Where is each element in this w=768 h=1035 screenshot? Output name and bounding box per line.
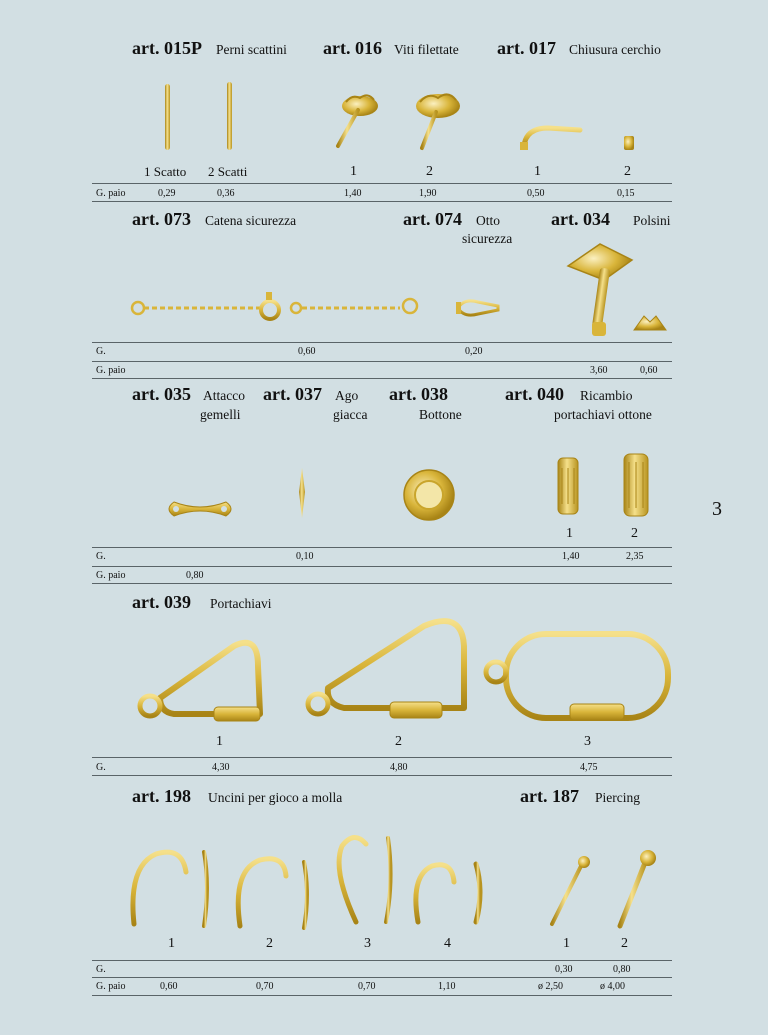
- art-074-desc-2: sicurezza: [462, 231, 513, 246]
- art-017-desc: Chiusura cerchio: [569, 42, 661, 57]
- weight-198-4: 1,10: [438, 981, 456, 992]
- weight-015p-1: 0,29: [158, 188, 176, 199]
- page-number: 3: [712, 498, 722, 520]
- art-040-item-1: 1: [566, 526, 573, 541]
- art-073-desc: Catena sicurezza: [205, 213, 297, 228]
- art-015p-item-2: 2 Scatti: [208, 164, 248, 179]
- art-040-desc-2: portachiavi ottone: [554, 407, 652, 422]
- art-035-desc-1: Attacco: [203, 388, 245, 403]
- weight-016-1: 1,40: [344, 188, 362, 199]
- cufflink-attachment-image: [164, 498, 236, 520]
- hook-4-image: [408, 856, 490, 926]
- row-label-g-paio: G. paio: [96, 188, 126, 199]
- art-039-item-1: 1: [216, 734, 223, 749]
- weight-034-1: 3,60: [590, 365, 608, 376]
- row-label-g: G.: [96, 964, 106, 975]
- pin-1-scatto-image: [160, 84, 176, 150]
- art-016-desc: Viti filettate: [394, 42, 459, 57]
- weight-015p-2: 0,36: [217, 188, 235, 199]
- row-label-g-paio: G. paio: [96, 570, 126, 581]
- art-198-code: art. 198: [132, 786, 191, 806]
- diameter-187-1: ø 2,50: [538, 981, 563, 992]
- piercing-2-image: [610, 846, 656, 930]
- weight-035: 0,80: [186, 570, 204, 581]
- art-017-code: art. 017: [497, 38, 556, 58]
- art-039-item-3: 3: [584, 734, 591, 749]
- art-037-desc-2: giacca: [333, 407, 368, 422]
- art-015p-item-1: 1 Scatto: [144, 164, 187, 179]
- divider: [92, 566, 672, 567]
- art-187-item-2: 2: [621, 936, 628, 951]
- keyring-spare-1-image: [556, 456, 580, 516]
- row-label-g: G.: [96, 762, 106, 773]
- art-016-item-2: 2: [426, 164, 433, 179]
- art-016-item-1: 1: [350, 164, 357, 179]
- row-label-g-paio: G. paio: [96, 981, 126, 992]
- cufflink-1-image: [564, 238, 636, 340]
- divider: [92, 378, 672, 379]
- row-label-g-paio: G. paio: [96, 365, 126, 376]
- weight-198-2: 0,70: [256, 981, 274, 992]
- pin-2-scatti-image: [222, 82, 238, 150]
- weight-034-2: 0,60: [640, 365, 658, 376]
- hoop-closure-2-image: [622, 134, 636, 152]
- hook-3-image: [330, 830, 404, 928]
- weight-016-2: 1,90: [419, 188, 437, 199]
- art-198-desc: Uncini per gioco a molla: [208, 790, 343, 805]
- art-016-code: art. 016: [323, 38, 382, 58]
- cufflink-2-image: [632, 312, 668, 332]
- art-038-code: art. 038: [389, 384, 448, 404]
- hook-1-image: [126, 846, 222, 930]
- weight-040-1: 1,40: [562, 551, 580, 562]
- figure-eight-image: [454, 296, 502, 320]
- divider: [92, 977, 672, 978]
- art-040-item-2: 2: [631, 526, 638, 541]
- art-035-desc-2: gemelli: [200, 407, 241, 422]
- art-017-item-2: 2: [624, 164, 631, 179]
- art-039-item-2: 2: [395, 734, 402, 749]
- art-015p-desc: Perni scattini: [216, 42, 287, 57]
- keychain-3-image: [484, 630, 674, 726]
- weight-073: 0,60: [298, 346, 316, 357]
- art-198-item-4: 4: [444, 936, 451, 951]
- divider: [92, 361, 672, 362]
- art-073-code: art. 073: [132, 209, 191, 229]
- weight-039-1: 4,30: [212, 762, 230, 773]
- art-034-desc: Polsini: [633, 213, 671, 228]
- divider: [92, 583, 672, 584]
- art-187-item-1: 1: [563, 936, 570, 951]
- piercing-1-image: [546, 852, 592, 928]
- hook-2-image: [230, 850, 320, 930]
- jacket-pin-image: [296, 468, 308, 518]
- weight-074: 0,20: [465, 346, 483, 357]
- divider: [92, 547, 672, 548]
- art-198-item-1: 1: [168, 936, 175, 951]
- weight-039-2: 4,80: [390, 762, 408, 773]
- diameter-187-2: ø 4,00: [600, 981, 625, 992]
- divider: [92, 960, 672, 961]
- art-187-code: art. 187: [520, 786, 579, 806]
- keychain-2-image: [304, 616, 474, 722]
- weight-187-1: 0,30: [555, 964, 573, 975]
- art-017-item-1: 1: [534, 164, 541, 179]
- weight-198-1: 0,60: [160, 981, 178, 992]
- weight-017-2: 0,15: [617, 188, 635, 199]
- divider: [92, 775, 672, 776]
- screw-back-2-image: [408, 90, 464, 150]
- weight-187-2: 0,80: [613, 964, 631, 975]
- art-040-desc-1: Ricambio: [580, 388, 633, 403]
- art-034-code: art. 034: [551, 209, 610, 229]
- art-035-code: art. 035: [132, 384, 191, 404]
- art-037-desc-1: Ago: [335, 388, 359, 403]
- keyring-spare-2-image: [622, 452, 650, 518]
- art-198-item-3: 3: [364, 936, 371, 951]
- weight-037: 0,10: [296, 551, 314, 562]
- divider: [92, 183, 672, 184]
- divider: [92, 342, 672, 343]
- art-039-code: art. 039: [132, 592, 191, 612]
- art-038-desc: Bottone: [419, 407, 462, 422]
- row-label-g: G.: [96, 551, 106, 562]
- screw-back-1-image: [332, 92, 382, 152]
- safety-chain-image: [128, 290, 420, 326]
- art-037-code: art. 037: [263, 384, 322, 404]
- hoop-closure-1-image: [518, 120, 588, 154]
- weight-198-3: 0,70: [358, 981, 376, 992]
- divider: [92, 757, 672, 758]
- art-039-desc: Portachiavi: [210, 596, 272, 611]
- weight-040-2: 2,35: [626, 551, 644, 562]
- art-198-item-2: 2: [266, 936, 273, 951]
- art-074-desc-1: Otto: [476, 213, 501, 228]
- art-040-code: art. 040: [505, 384, 564, 404]
- button-image: [402, 468, 456, 522]
- art-074-code: art. 074: [403, 209, 462, 229]
- divider: [92, 201, 672, 202]
- divider: [92, 995, 672, 996]
- weight-017-1: 0,50: [527, 188, 545, 199]
- weight-039-3: 4,75: [580, 762, 598, 773]
- keychain-1-image: [134, 636, 274, 728]
- art-187-desc: Piercing: [595, 790, 640, 805]
- row-label-g: G.: [96, 346, 106, 357]
- art-015p-code: art. 015P: [132, 38, 202, 58]
